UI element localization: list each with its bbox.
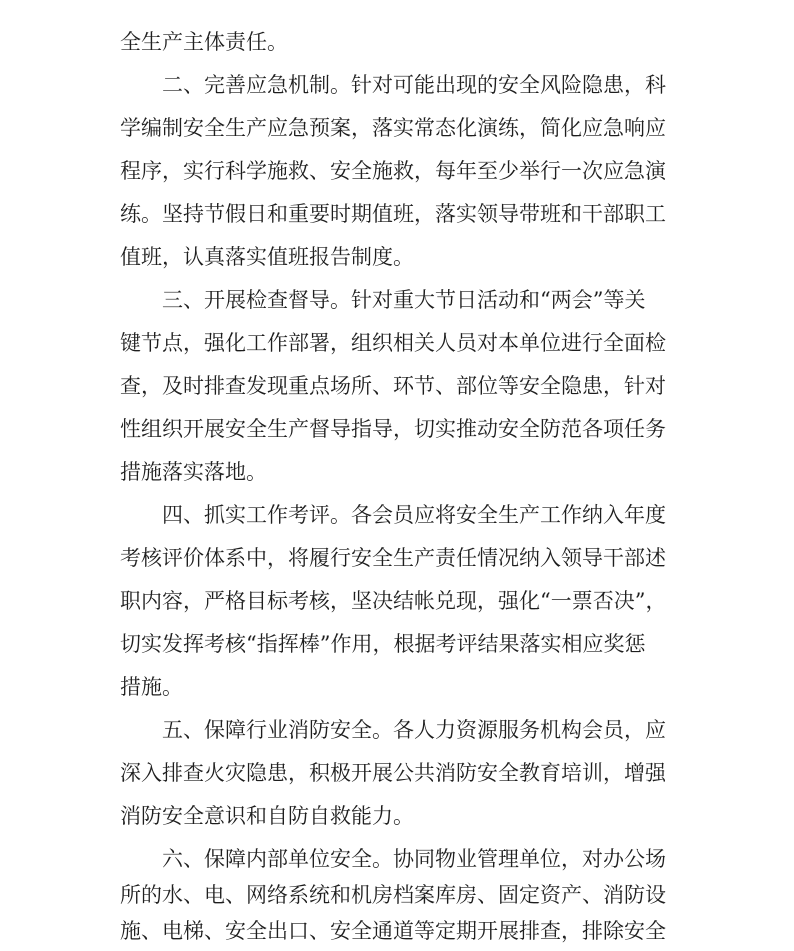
text-line: 键节点，强化工作部署，组织相关人员对本单位进行全面检 — [120, 331, 666, 355]
paragraph-heading-line: 四、抓实工作考评。各会员应将安全生产工作纳入年度 — [162, 503, 666, 527]
paragraph-heading-line: 二、完善应急机制。针对可能出现的安全风险隐患，科 — [162, 73, 666, 97]
text-line: 性组织开展安全生产督导指导，切实推动安全防范各项任务 — [120, 417, 666, 441]
text-line: 措施。 — [120, 675, 183, 699]
text-line: 值班，认真落实值班报告制度。 — [120, 245, 414, 269]
text-line: 职内容，严格目标考核，坚决结帐兑现，强化“一票否决”， — [120, 589, 667, 613]
text-line: 深入排查火灾隐患，积极开展公共消防安全教育培训，增强 — [120, 761, 666, 785]
paragraph-heading-line: 三、开展检查督导。针对重大节日活动和“两会”等关 — [162, 288, 646, 312]
text-line: 措施落实落地。 — [120, 460, 267, 484]
text-line: 程序，实行科学施救、安全施救，每年至少举行一次应急演 — [120, 159, 666, 183]
text-line: 考核评价体系中，将履行安全生产责任情况纳入领导干部述 — [120, 546, 666, 570]
text-line: 施、电梯、安全出口、安全通道等定期开展排查，排除安全 — [120, 919, 666, 943]
paragraph-heading-line: 六、保障内部单位安全。协同物业管理单位，对办公场 — [162, 847, 666, 871]
text-line: 所的水、电、网络系统和机房档案库房、固定资产、消防设 — [120, 883, 666, 907]
text-line: 学编制安全生产应急预案，落实常态化演练，简化应急响应 — [120, 116, 666, 140]
text-line: 切实发挥考核“指挥棒”作用，根据考评结果落实相应奖惩 — [120, 632, 646, 656]
text-line: 全生产主体责任。 — [120, 30, 288, 54]
text-line: 消防安全意识和自防自救能力。 — [120, 804, 414, 828]
text-line: 查，及时排查发现重点场所、环节、部位等安全隐患，针对 — [120, 374, 666, 398]
paragraph-heading-line: 五、保障行业消防安全。各人力资源服务机构会员，应 — [162, 718, 666, 742]
text-line: 练。坚持节假日和重要时期值班，落实领导带班和干部职工 — [120, 202, 666, 226]
